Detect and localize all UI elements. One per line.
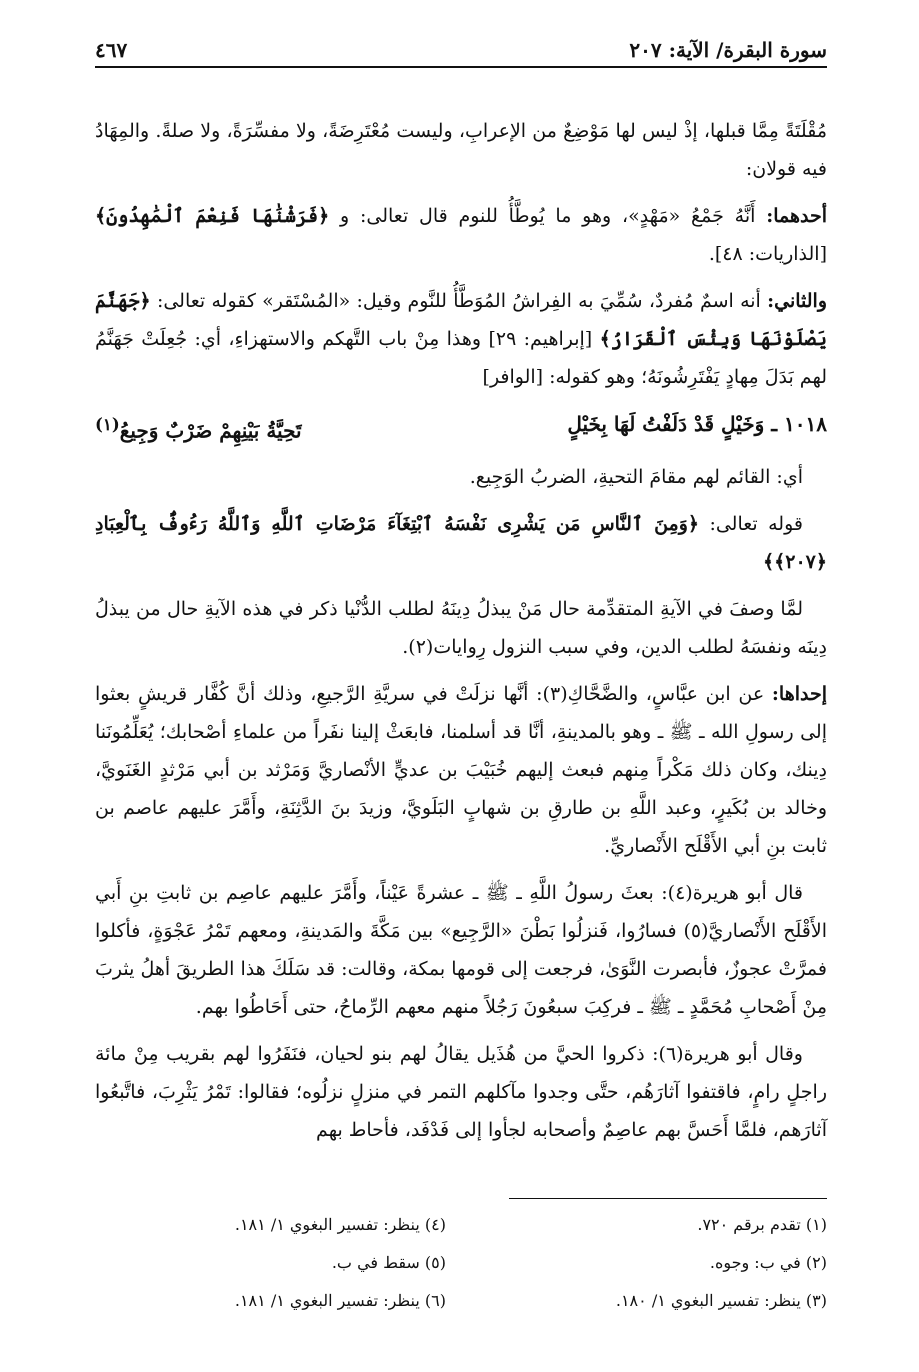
footnote-5: (٥) سقط في ب. [331,1253,446,1272]
footnote-3: (٣) ينظر: تفسير البغوي ١/ ١٨٠. [615,1291,827,1310]
paragraph-6: لمَّا وصفَ في الآيةِ المتقدِّمة حال مَنْ يبذلُ دِينَهُ لطلب الدُّنْيا ذكر في هذه الآيةِ حال من يبذلُ دِينَه ونفسَهُ لطلب الدين، وفي سبب النزول رِوايات(٢). [95,597,827,658]
quran-verse: ﴿فَرَشْنَٰهَا فَنِعْمَ ٱلْمَٰهِدُونَ﴾ [95,205,330,227]
paragraph-2-text: أَنَّهُ جَمْعُ «مَهْدٍ»، وهو ما يُوطَّأُ للنوم قال تعالى: و [340,205,756,227]
paragraph-1: مُقْلَتَةً مِمَّا قبلها، إذْ ليس لها مَوْضِعٌ من الإعرابِ، وليست مُعْتَرِضَةً، ولا مفسِّرَةً، ولا صلةً. والمِهَادُ فيه قولان: [95,120,827,180]
poem-verse [95,405,827,450]
paragraph-7-lead: إحداها: [771,682,828,705]
paragraph-7 [95,675,827,865]
footnote-4: (٤) ينظر: تفسير البغوي ١/ ١٨١. [234,1215,446,1234]
footnotes [95,1208,827,1318]
footnote-2: (٢) في ب: وجوه. [709,1253,827,1272]
footnote-6: (٦) ينظر: تفسير البغوي ١/ ١٨١. [234,1291,446,1310]
paragraph-3 [95,282,827,396]
poem-first-hemistich: ١٠١٨ ـ وَخَيْلٍ قَدْ دَلَفْتُ لَهَا بِخَيْلٍ [567,412,827,436]
paragraph-3-lead: والثاني: [767,290,827,312]
poem-footnote-marker: (١) [95,414,120,434]
paragraph-7-text: عن ابن عبَّاسٍ، والضَّحَّاكِ(٣): أنَّها نزلَتْ في سريَّةِ الرَّجيعِ، وذلك أنَّ كُفَّار قريشٍ بعثوا إلى رسولِ الله ـ ﷺ ـ وهو بالمدينةِ، أنَّا قد أسلمنا، فابعَثْ إلينا نفَراً من علماءِ أصْحابك؛ يُعَلِّمُونَنا دِينك، وكان ذلك مَكْراً مِنهم فبعث إليهم خُبَيْبَ بن عديٍّ الأنْصاريَّ وَمَرْثد بن أبي مَرْثدٍ الغَنَويَّ، وخالد بن بُكَيرٍ، وعبد اللَّهِ بن طارقِ بن شهابٍ البَلَويَّ، وزيدَ بنَ الدَّثِنَةِ، وأَمَّرَ عليهم عاصم بن ثابت بنِ أبي الأَقْلَح الأَنْصاريِّ. [95,682,827,857]
paragraph-8: قال أبو هريرة(٤): بعثَ رسولُ اللَّهِ ـ ﷺ ـ عشرةً عَيْناً، وأَمَّرَ عليهم عاصِم بن ثابتِ بنِ أَبي الأَقْلَح الأَنْصاريَّ(٥) فسارُوا، فَنزلُوا بَطْنَ «الرَّجِيع» بين مَكَّةَ والمَدينةِ، ومعهم تَمْرُ عَجْوَةٍ، فأكلوا فمرَّتْ عجوزٌ، فأبصرت النَّوَىٰ، فرجعت إلى قومها بمكة، وقالت: قد سَلَكَ هذا الطريقَ أهلُ يثربَ مِنْ أَصْحابِ مُحَمَّدٍ ـ ﷺ ـ فركِبَ سبعُونَ رَجُلاً منهم معهم الرِّماحُ، حتى أَحَاطُوا بهم. [95,881,827,1018]
paragraph-2 [95,197,827,273]
running-head [95,28,827,68]
paragraph-2-lead: أحدهما: [766,205,827,227]
paragraph-3-text: أنه اسمٌ مُفردٌ، سُمِّيَ به الفِراشُ المُوَطَّأُ للنَّوم وقيل: «المُسْتَقر» كقوله تعالى: [156,290,761,312]
paragraph-5-text: قوله تعالى: [709,512,803,535]
paragraph-9: وقال أبو هريرة(٦): ذكروا الحيَّ من هُذَيل يقالُ لهم بنو لحيان، فنَفَرُوا لهم بقريب مِنْ مائة راجلٍ رامٍ، فاقتفوا آثارَهُم، حتَّى وجدوا مآكلهم التمر في منزلٍ نزلُوه؛ فقالوا: تَمْرُ يَثْرِبَ، فاتَّبعُوا آثارَهم، فلمَّا أَحَسَّ بهم عاصِمٌ وأصحابه لجأوا إلى فَدْفَد، فأحاط بهم [95,1042,827,1141]
verse-reference: [الذاريات: ٤٨]. [708,243,827,265]
page-number: ٤٦٧ [95,38,128,62]
running-head-title: سورة البقرة/ الآية: ٢٠٧ [629,38,827,62]
poem-second-hemistich: تَحِيَّةُ بَيْنِهِمْ ضَرْبٌ وَجِيعُ [119,418,302,443]
quran-verse: ﴿جَهَنَّمَ يَصْلَوْنَهَا وَبِئْسَ ٱلْقَرَارُ﴾ [95,290,827,350]
footnote-1: (١) تقدم برقم ٧٢٠. [697,1215,827,1234]
quran-verse: ﴿وَمِنَ ٱلنَّاسِ مَن يَشْرِى نَفْسَهُ ٱبْتِغَآءَ مَرْضَاتِ ٱللَّهِ وَٱللَّهُ رَءُوفٌۢ بِٱلْعِبَادِ ﴿٢٠٧﴾﴾ [95,512,827,573]
paragraph-4: أي: القائم لهم مقامَ التحيةِ، الضربُ الوَجِيع. [469,465,803,488]
paragraph-5 [95,505,827,581]
paragraph-3-text-2: [إبراهيم: ٢٩] وهذا مِنْ باب التَّهكم والاستهزاءِ، أي: جُعِلَتْ جَهَنَّمُ لهم بَدَلَ مِهادٍ يَفْتَرِشُونَهُ؛ وهو كقوله: [الوافر] [95,328,827,388]
poem-second-hemistich-wrap [95,405,302,450]
footnote-divider [509,1198,827,1199]
main-text [95,112,827,1158]
